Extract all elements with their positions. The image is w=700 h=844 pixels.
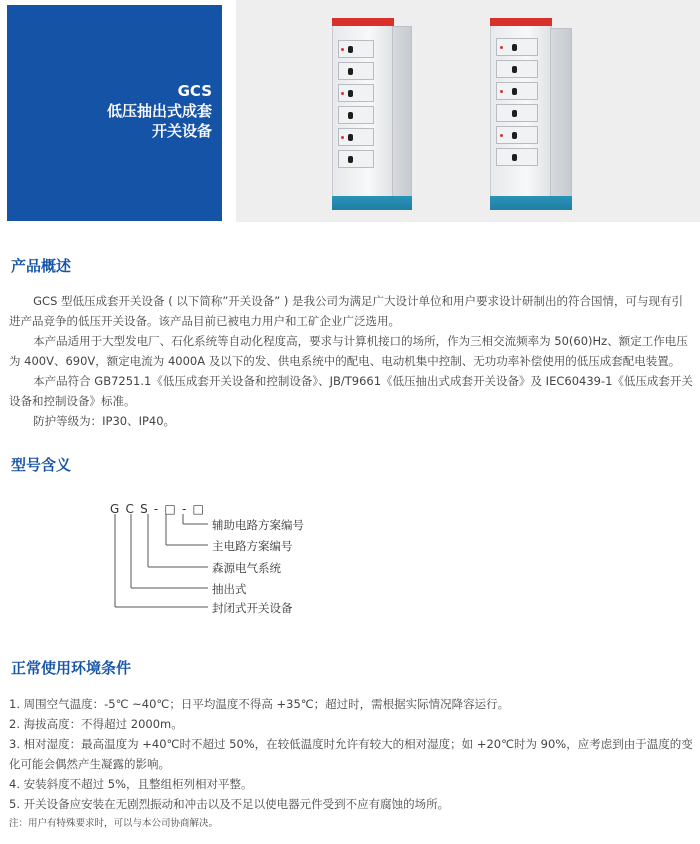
cabinet-image-left [332,18,394,210]
overview-paragraph: 本产品符合 GB7251.1《低压成套开关设备和控制设备》、JB/T9661《低压抽出式成套开关设备》及 IEC60439-1《低压成套开关设备和控制设备》标准。 [9,374,693,408]
list-item: 5. 开关设备应安装在无剧烈振动和冲击以及不足以使电器元件受到不应有腐蚀的场所。 [9,797,450,811]
model-label-auxiliary: 辅助电路方案编号 [212,518,304,532]
hero-title-line-2: 低压抽出式成套 [106,102,212,120]
hero-title [7,81,212,141]
overview-paragraph: 本产品适用于大型发电厂、石化系统等自动化程度高，要求与计算机接口的场所，作为三相交流频率为 50(60)Hz、额定工作电压为 400V、690V，额定电流为 4000A 及以下的发、供电系统中的配电、电动机集中控制、无功功率补偿使用的低压成套配电装置。 [9,334,688,368]
overview-body [9,291,693,431]
cabinet-image-right-side [550,24,572,210]
model-label-main-circuit: 主电路方案编号 [212,539,293,553]
model-code: GCS-□-□ [110,502,211,516]
list-item: 4. 安装斜度不超过 5%，且整组柜列相对平整。 [9,777,253,791]
hero-title-line-3: 开关设备 [151,122,212,140]
conditions-heading: 正常使用环境条件 [11,659,132,677]
model-label-enclosed: 封闭式开关设备 [212,601,293,615]
cabinet-image-right [490,18,552,210]
list-item: 1. 周围空气温度：-5℃ ~40℃；日平均温度不得高 +35℃；超过时，需根据实际情况降容运行。 [9,697,510,711]
model-label-withdrawable: 抽出式 [212,582,247,596]
product-photo-area [236,0,700,222]
model-diagram [0,500,700,620]
overview-paragraph: GCS 型低压成套开关设备 ( 以下简称”开关设备” ) 是我公司为满足广大设计单位和用户要求设计研制出的符合国情，可与现有引进产品竞争的低压开关设备。该产品目前已被电力用户和工矿企业广泛选用。 [9,294,684,328]
overview-heading: 产品概述 [11,257,72,275]
conditions-list [9,694,693,814]
hero-banner [0,0,700,222]
cabinet-image-left-side [392,22,412,210]
overview-paragraph: 防护等级为：IP30、IP40。 [33,414,176,428]
list-item: 3. 相对湿度：最高温度为 +40℃时不超过 50%，在较低温度时允许有较大的相对湿度；如 +20℃时为 90%，应考虑到由于温度的变化可能会偶然产生凝露的影响。 [9,737,693,771]
hero-title-line-1: GCS [177,82,212,100]
hero-title-panel [7,5,222,221]
model-heading: 型号含义 [11,456,72,474]
list-item: 2. 海拔高度：不得超过 2000m。 [9,717,183,731]
model-label-system: 森源电气系统 [212,561,281,575]
model-bracket-lines [0,500,700,620]
footnote: 注：用户有特殊要求时，可以与本公司协商解决。 [9,818,219,829]
